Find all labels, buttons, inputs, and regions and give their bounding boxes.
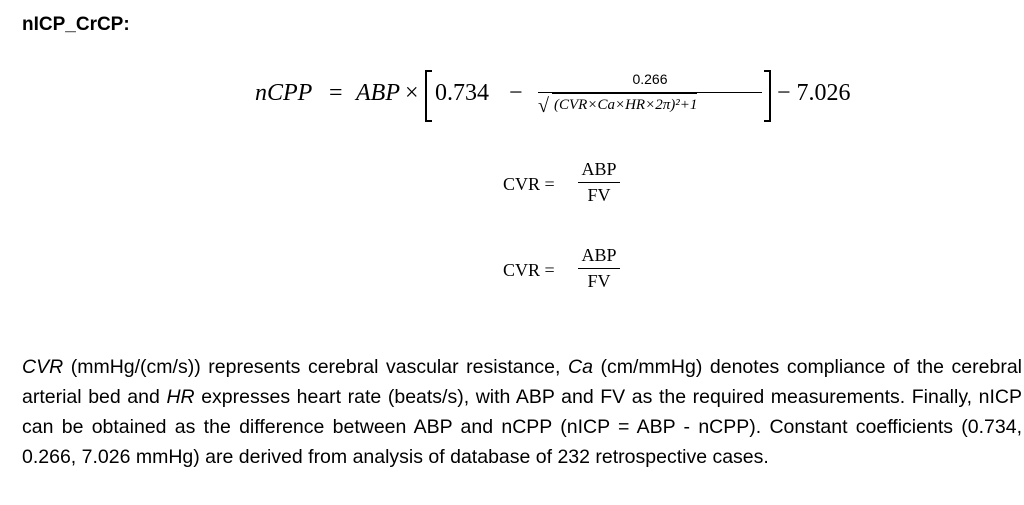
description-paragraph [22, 352, 1022, 472]
cvr-fraction [578, 244, 620, 293]
cvr-equation-1 [503, 158, 633, 214]
paragraph-text-3: expresses heart rate (beats/s), with ABP and FV as the required measurements. Finally, nICP can be obtained as the difference between ABP and nCPP (nICP = ABP - nCPP). Constant coefficients (0.734, 0.266, 7.026 mmHg) are derived from analysis of database of 232 retrospective cases. [22, 386, 1022, 468]
fraction-numerator: 0.266 [632, 71, 668, 87]
radicand: (CVR×Ca×HR×2π)²+1 [552, 93, 697, 116]
minus-sign: − [509, 80, 523, 106]
right-bracket [764, 70, 771, 122]
equals-sign: = [329, 80, 343, 106]
coefficient-fraction [538, 70, 762, 116]
times-sign: × [405, 80, 419, 106]
cvr-denominator: FV [587, 185, 611, 205]
hr-term: HR [166, 386, 195, 408]
cvr-lhs: CVR = [503, 174, 555, 194]
constant-tail: − 7.026 [777, 80, 851, 106]
paragraph-text-2: (cm/mmHg) denotes compliance of the cerebral arterial bed and [22, 356, 1022, 408]
cvr-term: CVR [22, 356, 64, 378]
cvr-equation-2 [503, 244, 633, 300]
cvr-denominator: FV [587, 271, 611, 291]
cvr-lhs: CVR = [503, 260, 555, 280]
abp-symbol: ABP [356, 80, 400, 106]
fraction-denominator [538, 93, 762, 116]
cvr-numerator: ABP [581, 159, 617, 179]
constant-a: 0.734 [435, 80, 489, 106]
cvr-numerator: ABP [581, 245, 617, 265]
left-bracket [425, 70, 432, 122]
square-root-icon: √ [538, 95, 549, 117]
ca-term: Ca [568, 356, 593, 378]
section-heading: nICP_CrCP: [22, 14, 130, 35]
paragraph-text-1: (mmHg/(cm/s)) represents cerebral vascular resistance, [63, 356, 569, 378]
ncpp-symbol: nCPP [255, 80, 313, 106]
cvr-fraction [578, 158, 620, 207]
